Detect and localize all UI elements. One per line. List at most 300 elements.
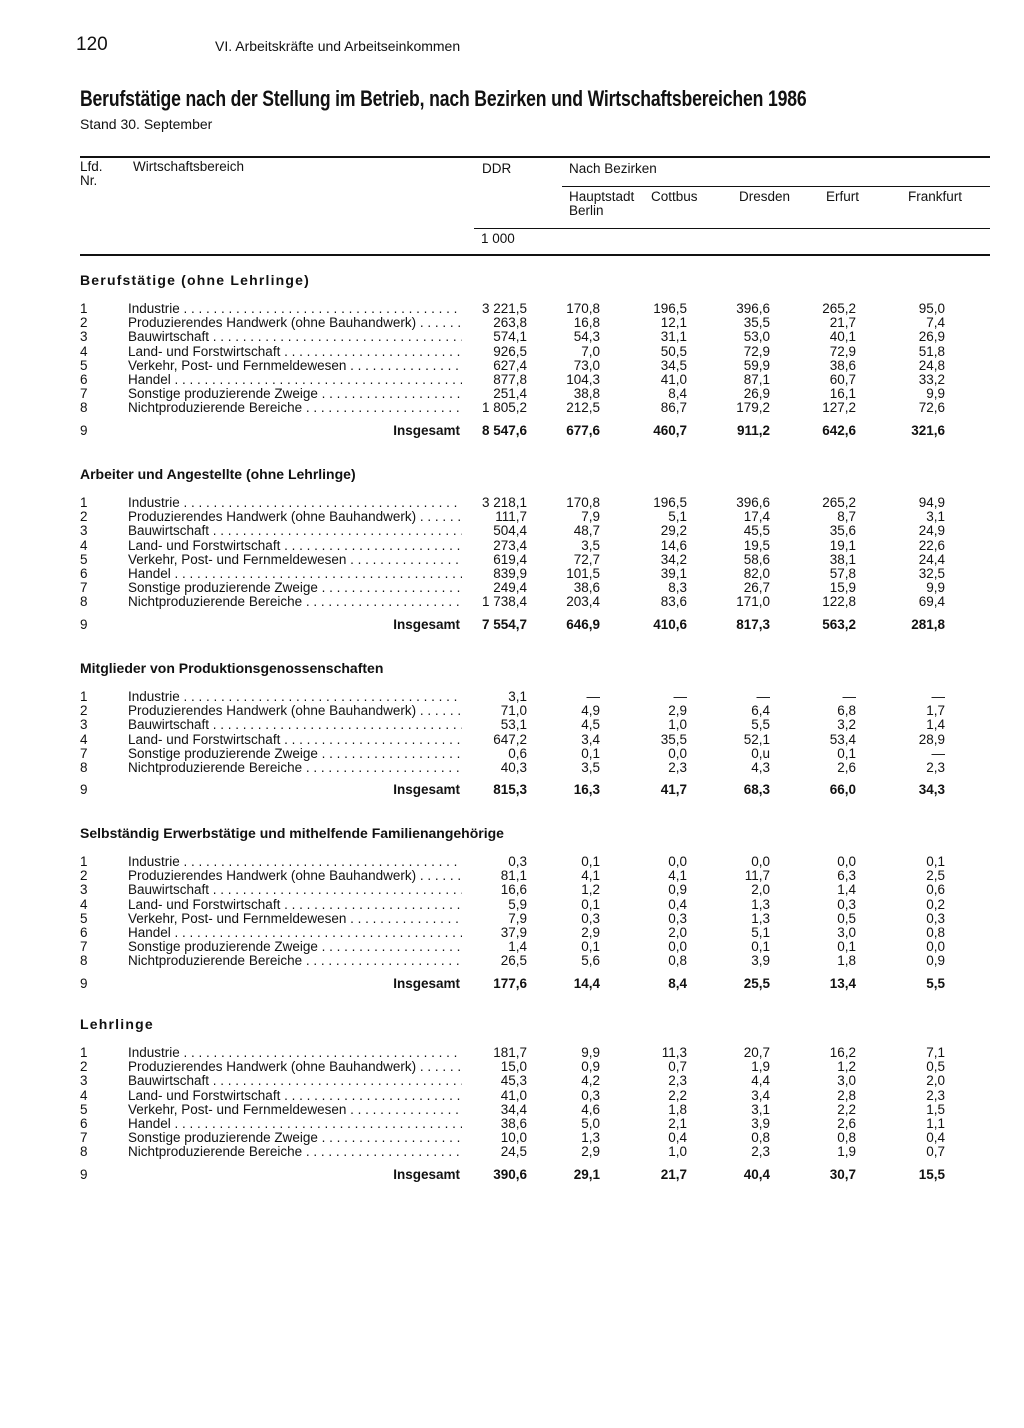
cell-cottbus: 2,9	[668, 703, 687, 719]
cell-berlin: 0,1	[581, 896, 600, 912]
cell-erfurt: 1,2	[837, 1059, 856, 1075]
section-title: Mitglieder von Produktionsgenossenschaften	[80, 660, 384, 676]
total-row	[0, 618, 1024, 632]
cell-erfurt: 16,1	[829, 386, 856, 402]
row-number: 2	[80, 315, 88, 331]
cell-frankfurt: 24,8	[918, 357, 945, 373]
header-berlin: Hauptstadt Berlin	[569, 189, 635, 218]
cell-erfurt: 6,3	[837, 868, 856, 884]
cell-berlin: 4,2	[581, 1073, 600, 1089]
cell-ddr: 1,4	[508, 939, 527, 955]
cell-erfurt: 0,8	[837, 1130, 856, 1146]
row-number: 8	[80, 953, 88, 969]
header-ddr: DDR	[482, 161, 512, 176]
cell-dresden: 1,9	[751, 1059, 770, 1075]
cell-erfurt: 19,1	[829, 537, 856, 553]
cell-dresden: 3,4	[751, 1087, 770, 1103]
row-label: Industrie . . .	[128, 1046, 462, 1060]
cell-erfurt: 72,9	[829, 343, 856, 359]
cell-ddr: 24,5	[500, 1144, 527, 1160]
cell-berlin: 3,4	[581, 731, 600, 747]
header-dresden: Dresden	[739, 189, 791, 204]
row-label: Verkehr, Post- und Fernmeldewesen . . .	[128, 912, 462, 926]
cell-frankfurt: 22,6	[918, 537, 945, 553]
cell-berlin: —	[586, 689, 600, 704]
total-label: Insgesamt	[393, 975, 460, 991]
header-bottom-rule	[80, 254, 990, 256]
total-cottbus: 460,7	[653, 422, 687, 438]
cell-frankfurt: 0,7	[926, 1144, 945, 1160]
row-label: Verkehr, Post- und Fernmeldewesen . . .	[128, 553, 462, 567]
cell-cottbus: 8,3	[668, 580, 687, 596]
cell-cottbus: 0,8	[668, 953, 687, 969]
cell-erfurt: 3,2	[837, 717, 856, 733]
row-number: 6	[80, 372, 88, 387]
cell-erfurt: 8,7	[837, 509, 856, 525]
cell-erfurt: 38,6	[829, 357, 856, 373]
row-label: Handel . . .	[128, 373, 462, 387]
cell-dresden: 26,7	[743, 580, 770, 596]
row-label: Handel . . .	[128, 1117, 462, 1131]
cell-ddr: 38,6	[500, 1116, 527, 1131]
row-number: 9	[80, 975, 88, 991]
cell-cottbus: 2,0	[668, 925, 687, 940]
row-label: Produzierendes Handwerk (ohne Bauhandwerk) . . .	[128, 510, 462, 524]
cell-cottbus: 0,3	[668, 910, 687, 926]
cell-berlin: 170,8	[566, 495, 600, 510]
cell-ddr: 647,2	[493, 731, 527, 747]
table-row	[0, 330, 1024, 344]
cell-cottbus: 0,4	[668, 1130, 687, 1146]
cell-frankfurt: 0,2	[926, 896, 945, 912]
row-label: Nichtproduzierende Bereiche . . .	[128, 595, 462, 609]
table-row	[0, 1060, 1024, 1074]
row-number: 7	[80, 745, 88, 761]
cell-erfurt: 0,1	[837, 939, 856, 955]
cell-frankfurt: 2,0	[926, 1073, 945, 1089]
cell-berlin: 16,8	[573, 315, 600, 331]
cell-berlin: 7,9	[581, 509, 600, 525]
cell-dresden: 45,5	[743, 523, 770, 539]
cell-erfurt: 0,5	[837, 910, 856, 926]
row-number: 9	[80, 1166, 88, 1182]
row-number: 2	[80, 703, 88, 719]
section-title: Selbständig Erwerbstätige und mithelfende Familienangehörige	[80, 825, 504, 841]
row-label: Bauwirtschaft . . .	[128, 330, 462, 344]
cell-frankfurt: 9,9	[926, 386, 945, 402]
cell-berlin: 4,1	[581, 868, 600, 884]
table-row	[0, 954, 1024, 968]
cell-dresden: 0,u	[751, 745, 770, 761]
cell-berlin: 0,3	[581, 910, 600, 926]
cell-cottbus: 0,7	[668, 1059, 687, 1075]
cell-cottbus: 29,2	[660, 523, 687, 539]
cell-berlin: 2,9	[581, 925, 600, 940]
cell-cottbus: —	[673, 689, 687, 704]
cell-dresden: —	[756, 689, 770, 704]
table-row	[0, 883, 1024, 897]
table-row	[0, 359, 1024, 373]
row-label: Land- und Forstwirtschaft . . .	[128, 1089, 462, 1103]
table-row	[0, 1131, 1024, 1145]
row-number: 1	[80, 689, 88, 704]
total-dresden: 68,3	[743, 782, 770, 798]
total-frankfurt: 5,5	[926, 975, 945, 991]
row-number: 8	[80, 1144, 88, 1160]
cell-frankfurt: 3,1	[926, 509, 945, 525]
cell-dresden: 0,1	[751, 939, 770, 955]
row-label: Industrie . . .	[128, 302, 462, 316]
cell-dresden: 87,1	[743, 372, 770, 387]
total-cottbus: 8,4	[668, 975, 687, 991]
cell-dresden: 3,1	[751, 1101, 770, 1117]
cell-erfurt: 6,8	[837, 703, 856, 719]
table-row	[0, 1074, 1024, 1088]
table-row	[0, 539, 1024, 553]
cell-berlin: 9,9	[581, 1045, 600, 1060]
cell-ddr: 877,8	[493, 372, 527, 387]
total-row	[0, 977, 1024, 991]
section-title: Berufstätige (ohne Lehrlinge)	[80, 272, 311, 288]
cell-erfurt: 57,8	[829, 566, 856, 581]
row-label: Nichtproduzierende Bereiche . . .	[128, 954, 462, 968]
cell-ddr: 26,5	[500, 953, 527, 969]
cell-ddr: 81,1	[500, 868, 527, 884]
cell-dresden: 82,0	[743, 566, 770, 581]
row-number: 6	[80, 566, 88, 581]
cell-berlin: 1,2	[581, 882, 600, 898]
row-label: Nichtproduzierende Bereiche . . .	[128, 761, 462, 775]
row-label: Sonstige produzierende Zweige . . .	[128, 581, 462, 595]
cell-ddr: 15,0	[500, 1059, 527, 1075]
cell-cottbus: 86,7	[660, 400, 687, 416]
cell-frankfurt: 26,9	[918, 329, 945, 345]
cell-ddr: 10,0	[500, 1130, 527, 1146]
cell-dresden: 11,7	[744, 868, 770, 884]
cell-frankfurt: 24,9	[918, 523, 945, 539]
total-dresden: 25,5	[743, 975, 770, 991]
cell-frankfurt: 69,4	[918, 594, 945, 610]
cell-ddr: 627,4	[493, 357, 527, 373]
cell-dresden: 179,2	[736, 400, 770, 416]
table-row	[0, 567, 1024, 581]
cell-ddr: 34,4	[500, 1101, 527, 1117]
row-number: 5	[80, 357, 88, 373]
cell-berlin: 5,6	[581, 953, 600, 969]
cell-erfurt: 3,0	[837, 925, 856, 940]
row-number: 5	[80, 910, 88, 926]
row-label: Land- und Forstwirtschaft . . .	[128, 733, 462, 747]
cell-ddr: 3,1	[508, 689, 527, 704]
cell-cottbus: 14,6	[660, 537, 687, 553]
cell-ddr: 41,0	[500, 1087, 527, 1103]
row-number: 2	[80, 509, 88, 525]
cell-erfurt: 2,2	[837, 1101, 856, 1117]
header-cottbus: Cottbus	[651, 189, 698, 204]
cell-dresden: 20,7	[743, 1045, 770, 1060]
cell-cottbus: 50,5	[660, 343, 687, 359]
cell-dresden: 53,0	[743, 329, 770, 345]
cell-dresden: 35,5	[743, 315, 770, 331]
cell-dresden: 0,8	[751, 1130, 770, 1146]
cell-dresden: 4,4	[751, 1073, 770, 1089]
cell-erfurt: —	[842, 689, 856, 704]
page-number: 120	[76, 34, 108, 55]
cell-berlin: 2,9	[581, 1144, 600, 1160]
cell-cottbus: 196,5	[653, 495, 687, 510]
row-label: Land- und Forstwirtschaft . . .	[128, 898, 462, 912]
row-number: 5	[80, 551, 88, 567]
cell-ddr: 251,4	[493, 386, 527, 402]
row-label: Produzierendes Handwerk (ohne Bauhandwerk) . . .	[128, 1060, 462, 1074]
total-cottbus: 410,6	[653, 616, 687, 632]
row-label: Bauwirtschaft . . .	[128, 1074, 462, 1088]
total-row	[0, 424, 1024, 438]
row-label: Verkehr, Post- und Fernmeldewesen . . .	[128, 1103, 462, 1117]
cell-dresden: 1,3	[751, 896, 770, 912]
cell-cottbus: 2,1	[668, 1116, 687, 1131]
total-erfurt: 30,7	[829, 1166, 856, 1182]
cell-erfurt: 2,6	[837, 1116, 856, 1131]
cell-frankfurt: 2,5	[926, 868, 945, 884]
cell-dresden: 5,5	[751, 717, 770, 733]
cell-dresden: 72,9	[743, 343, 770, 359]
cell-cottbus: 8,4	[668, 386, 687, 402]
row-label: Bauwirtschaft . . .	[128, 524, 462, 538]
table-row	[0, 345, 1024, 359]
row-label: Handel . . .	[128, 926, 462, 940]
cell-frankfurt: 0,4	[926, 1130, 945, 1146]
cell-cottbus: 0,9	[668, 882, 687, 898]
cell-ddr: 3 218,1	[481, 495, 527, 510]
row-number: 1	[80, 301, 88, 316]
header-frankfurt: Frankfurt	[908, 189, 963, 204]
total-ddr: 177,6	[493, 975, 527, 991]
row-number: 5	[80, 1101, 88, 1117]
header-wirtschaftsbereich: Wirtschaftsbereich	[133, 159, 245, 174]
cell-berlin: 5,0	[581, 1116, 600, 1131]
total-ddr: 815,3	[493, 782, 527, 798]
cell-erfurt: 0,3	[837, 896, 856, 912]
row-number: 9	[80, 782, 88, 798]
cell-berlin: 38,6	[573, 580, 600, 596]
header-erfurt: Erfurt	[826, 189, 860, 204]
cell-frankfurt: 2,3	[926, 760, 945, 775]
cell-berlin: 0,1	[581, 939, 600, 955]
cell-ddr: 37,9	[500, 925, 527, 940]
cell-erfurt: 0,0	[837, 854, 856, 869]
cell-ddr: 273,4	[493, 537, 527, 553]
cell-frankfurt: 0,3	[926, 910, 945, 926]
table-row	[0, 855, 1024, 869]
cell-cottbus: 2,3	[668, 760, 687, 775]
cell-cottbus: 1,0	[668, 1144, 687, 1160]
row-number: 2	[80, 1059, 88, 1075]
cell-frankfurt: 7,4	[926, 315, 945, 331]
cell-frankfurt: 33,2	[918, 372, 945, 387]
cell-cottbus: 1,8	[668, 1101, 687, 1117]
table-row	[0, 1089, 1024, 1103]
table-row	[0, 387, 1024, 401]
total-frankfurt: 34,3	[918, 782, 945, 798]
table-row	[0, 747, 1024, 761]
table-row	[0, 912, 1024, 926]
row-label: Produzierendes Handwerk (ohne Bauhandwerk) . . .	[128, 869, 462, 883]
cell-dresden: 2,3	[751, 1144, 770, 1160]
table-title: Berufstätige nach der Stellung im Betrieb, nach Bezirken und Wirtschaftsbereichen 1986	[80, 86, 807, 111]
total-berlin: 677,6	[566, 422, 600, 438]
total-berlin: 29,1	[573, 1166, 600, 1182]
cell-ddr: 504,4	[493, 523, 527, 539]
total-erfurt: 563,2	[822, 616, 856, 632]
table-row	[0, 316, 1024, 330]
cell-erfurt: 122,8	[822, 594, 856, 610]
table-row	[0, 926, 1024, 940]
row-number: 4	[80, 896, 88, 912]
cell-erfurt: 35,6	[829, 523, 856, 539]
cell-berlin: 3,5	[581, 537, 600, 553]
header-top-rule	[80, 156, 990, 158]
cell-dresden: 0,0	[751, 854, 770, 869]
total-dresden: 911,2	[736, 422, 770, 438]
row-number: 1	[80, 854, 88, 869]
row-label: Land- und Forstwirtschaft . . .	[128, 539, 462, 553]
cell-cottbus: 1,0	[668, 717, 687, 733]
cell-berlin: 101,5	[566, 566, 600, 581]
total-cottbus: 21,7	[660, 1166, 687, 1182]
row-number: 4	[80, 537, 88, 553]
header-unit: 1 000	[481, 231, 515, 246]
cell-ddr: 71,0	[500, 703, 527, 719]
header-nach-bezirken: Nach Bezirken	[569, 161, 657, 176]
row-number: 6	[80, 925, 88, 940]
total-label: Insgesamt	[393, 782, 460, 798]
row-label: Handel . . .	[128, 567, 462, 581]
total-label: Insgesamt	[393, 422, 460, 438]
cell-dresden: 6,4	[751, 703, 770, 719]
row-label: Bauwirtschaft . . .	[128, 883, 462, 897]
row-number: 3	[80, 717, 88, 733]
cell-ddr: 40,3	[500, 760, 527, 775]
table-row	[0, 1117, 1024, 1131]
row-number: 7	[80, 939, 88, 955]
row-label: Verkehr, Post- und Fernmeldewesen . . .	[128, 359, 462, 373]
cell-frankfurt: —	[931, 689, 945, 704]
cell-erfurt: 16,2	[829, 1045, 856, 1060]
cell-frankfurt: 0,0	[926, 939, 945, 955]
cell-dresden: 58,6	[743, 551, 770, 567]
total-ddr: 390,6	[493, 1166, 527, 1182]
cell-erfurt: 2,8	[837, 1087, 856, 1103]
row-number: 7	[80, 386, 88, 402]
table-subtitle: Stand 30. September	[80, 116, 213, 132]
cell-berlin: 4,6	[581, 1101, 600, 1117]
cell-berlin: 1,3	[581, 1130, 600, 1146]
table-row	[0, 898, 1024, 912]
total-label: Insgesamt	[393, 1166, 460, 1182]
cell-dresden: 5,1	[751, 925, 770, 940]
row-number: 7	[80, 1130, 88, 1146]
row-number: 8	[80, 400, 88, 416]
total-row	[0, 783, 1024, 797]
table-row	[0, 524, 1024, 538]
total-berlin: 14,4	[573, 975, 600, 991]
total-cottbus: 41,7	[660, 782, 687, 798]
cell-frankfurt: 28,9	[918, 731, 945, 747]
cell-cottbus: 34,5	[660, 357, 687, 373]
cell-frankfurt: 9,9	[926, 580, 945, 596]
cell-frankfurt: 94,9	[918, 495, 945, 510]
row-number: 9	[80, 616, 88, 632]
cell-dresden: 2,0	[751, 882, 770, 898]
cell-cottbus: 0,4	[668, 896, 687, 912]
cell-berlin: 4,9	[581, 703, 600, 719]
cell-berlin: 203,4	[566, 594, 600, 610]
cell-berlin: 72,7	[573, 551, 600, 567]
cell-dresden: 3,9	[751, 1116, 770, 1131]
cell-dresden: 52,1	[743, 731, 770, 747]
cell-cottbus: 0,0	[668, 854, 687, 869]
table-row	[0, 581, 1024, 595]
table-row	[0, 718, 1024, 732]
row-number: 1	[80, 495, 88, 510]
cell-frankfurt: 0,1	[926, 854, 945, 869]
cell-cottbus: 4,1	[668, 868, 687, 884]
cell-frankfurt: 24,4	[918, 551, 945, 567]
cell-ddr: 619,4	[493, 551, 527, 567]
cell-erfurt: 265,2	[822, 301, 856, 316]
cell-cottbus: 2,3	[668, 1073, 687, 1089]
row-number: 3	[80, 1073, 88, 1089]
cell-cottbus: 31,1	[660, 329, 687, 345]
cell-cottbus: 35,5	[660, 731, 687, 747]
cell-erfurt: 1,8	[837, 953, 856, 969]
total-frankfurt: 321,6	[911, 422, 945, 438]
section-title: Arbeiter und Angestellte (ohne Lehrlinge)	[80, 466, 356, 482]
total-erfurt: 66,0	[829, 782, 856, 798]
cell-erfurt: 127,2	[822, 400, 856, 416]
cell-ddr: 3 221,5	[481, 301, 527, 316]
cell-dresden: 1,3	[751, 910, 770, 926]
cell-berlin: 0,1	[581, 854, 600, 869]
row-label: Industrie . . .	[128, 855, 462, 869]
row-number: 3	[80, 329, 88, 345]
cell-erfurt: 1,4	[837, 882, 856, 898]
row-number: 4	[80, 343, 88, 359]
cell-cottbus: 5,1	[668, 509, 687, 525]
row-label: Land- und Forstwirtschaft . . .	[128, 345, 462, 359]
cell-berlin: 4,5	[581, 717, 600, 733]
cell-cottbus: 34,2	[660, 551, 687, 567]
cell-berlin: 0,1	[581, 745, 600, 761]
cell-erfurt: 21,7	[829, 315, 856, 331]
table-row	[0, 595, 1024, 609]
table-row	[0, 373, 1024, 387]
cell-ddr: 111,7	[495, 509, 527, 525]
cell-cottbus: 41,0	[660, 372, 687, 387]
cell-ddr: 16,6	[500, 882, 527, 898]
cell-berlin: 0,9	[581, 1059, 600, 1075]
cell-frankfurt: 72,6	[918, 400, 945, 416]
cell-erfurt: 40,1	[829, 329, 856, 345]
cell-ddr: 0,6	[508, 745, 527, 761]
total-ddr: 7 554,7	[481, 616, 527, 632]
cell-ddr: 574,1	[493, 329, 527, 345]
header-bezirke-rule	[562, 186, 990, 187]
cell-erfurt: 15,9	[829, 580, 856, 596]
cell-dresden: 19,5	[743, 537, 770, 553]
cell-erfurt: 1,9	[837, 1144, 856, 1160]
